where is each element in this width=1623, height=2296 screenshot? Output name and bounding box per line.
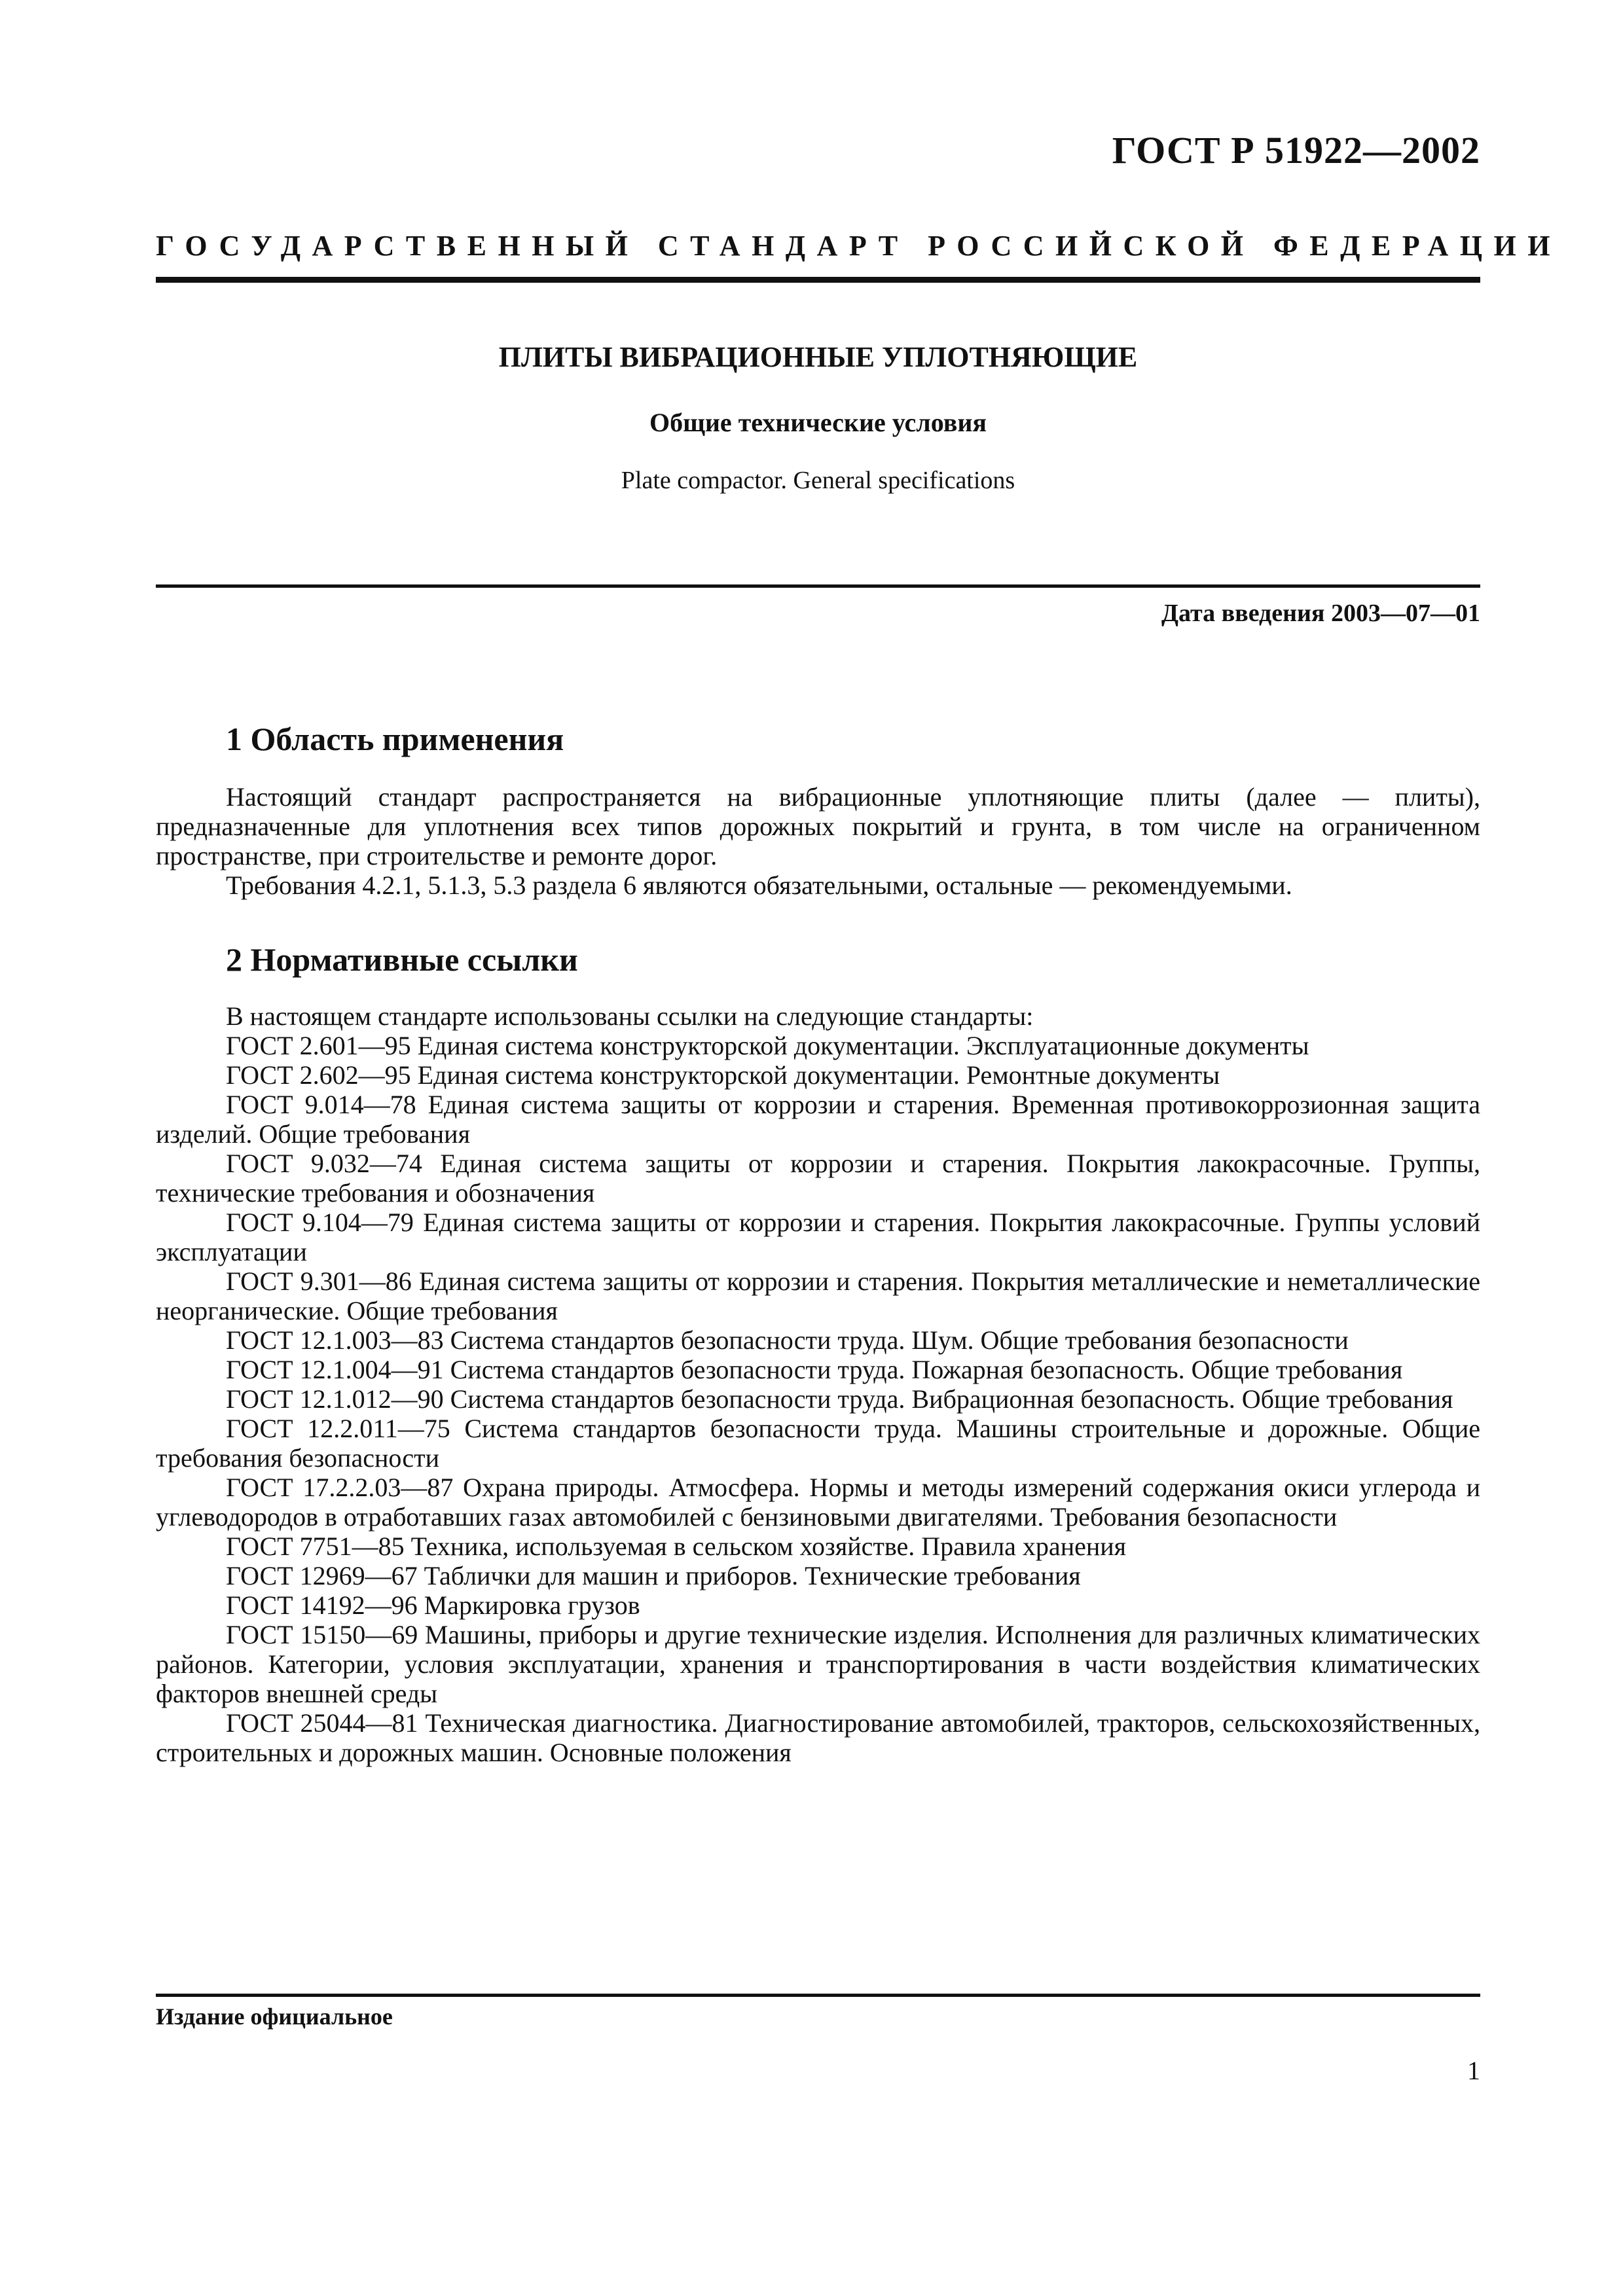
official-edition-label: Издание официальное [156, 2003, 393, 2030]
section-2-heading: 2 Нормативные ссылки [226, 941, 578, 978]
header-rule [156, 277, 1480, 283]
introduction-date: Дата введения 2003—07—01 [1161, 600, 1480, 627]
reference-item: ГОСТ 9.032—74 Единая система защиты от коррозии и старения. Покрытия лакокрасочные. Группы, технические требования и обозначения [156, 1149, 1480, 1208]
title-rule [156, 584, 1480, 588]
footer-rule [156, 1994, 1480, 1997]
document-subtitle: Общие технические условия [649, 408, 987, 437]
reference-item: ГОСТ 15150—69 Машины, приборы и другие технические изделия. Исполнения для различных климатических районов. Категории, условия эксплуатации, хранения и транспортирования в части воздействия климатических факторов внешней среды [156, 1620, 1480, 1708]
reference-item: ГОСТ 2.601—95 Единая система конструкторской документации. Эксплуатационные документы [226, 1031, 1309, 1060]
reference-item: ГОСТ 12.1.004—91 Система стандартов безопасности труда. Пожарная безопасность. Общие требования [226, 1355, 1403, 1384]
reference-item: ГОСТ 9.014—78 Единая система защиты от коррозии и старения. Временная противокоррозионная защита изделий. Общие требования [156, 1090, 1480, 1149]
reference-item: ГОСТ 7751—85 Техника, используемая в сельском хозяйстве. Правила хранения [226, 1532, 1127, 1561]
page-number: 1 [1467, 2056, 1480, 2085]
reference-item: ГОСТ 9.104—79 Единая система защиты от коррозии и старения. Покрытия лакокрасочные. Группы условий эксплуатации [156, 1208, 1480, 1266]
document-title: ПЛИТЫ ВИБРАЦИОННЫЕ УПЛОТНЯЮЩИЕ [498, 341, 1138, 373]
reference-item: ГОСТ 12969—67 Таблички для машин и приборов. Технические требования [226, 1561, 1081, 1590]
section-2-body [156, 1001, 1480, 1767]
reference-item: ГОСТ 12.1.003—83 Система стандартов безопасности труда. Шум. Общие требования безопасности [226, 1325, 1349, 1355]
section-1-heading: 1 Область применения [226, 721, 564, 757]
state-standard-banner: ГОСУДАРСТВЕННЫЙ СТАНДАРТ РОССИЙСКОЙ ФЕДЕРАЦИИ [156, 230, 1561, 262]
reference-item: ГОСТ 12.1.012—90 Система стандартов безопасности труда. Вибрационная безопасность. Общие требования [226, 1384, 1453, 1414]
section-1-paragraph: Настоящий стандарт распространяется на вибрационные уплотняющие плиты (далее — плиты), предназначенные для уплотнения всех типов дорожных покрытий и грунта, в том числе на ограниченном пространстве, при строительстве и ремонте дорог. [156, 782, 1480, 870]
document-number: ГОСТ Р 51922—2002 [1112, 129, 1480, 171]
section-1-body [156, 782, 1480, 900]
references-lead: В настоящем стандарте использованы ссылки на следующие стандарты: [226, 1001, 1034, 1031]
reference-item: ГОСТ 14192—96 Маркировка грузов [226, 1590, 640, 1620]
reference-item: ГОСТ 2.602—95 Единая система конструкторской документации. Ремонтные документы [226, 1060, 1220, 1090]
reference-item: ГОСТ 12.2.011—75 Система стандартов безопасности труда. Машины строительные и дорожные. Общие требования безопасности [156, 1414, 1480, 1473]
section-1-paragraph: Требования 4.2.1, 5.1.3, 5.3 раздела 6 являются обязательными, остальные — рекомендуемыми. [226, 870, 1292, 900]
english-title: Plate compactor. General specifications [621, 467, 1015, 494]
reference-item: ГОСТ 17.2.2.03—87 Охрана природы. Атмосфера. Нормы и методы измерений содержания окиси углерода и углеводородов в отработавших газах автомобилей с бензиновыми двигателями. Требования безопасности [156, 1473, 1480, 1532]
reference-item: ГОСТ 9.301—86 Единая система защиты от коррозии и старения. Покрытия металлические и неметаллические неорганические. Общие требования [156, 1266, 1480, 1325]
reference-item: ГОСТ 25044—81 Техническая диагностика. Диагностирование автомобилей, тракторов, сельскохозяйственных, строительных и дорожных машин. Основные положения [156, 1708, 1480, 1767]
